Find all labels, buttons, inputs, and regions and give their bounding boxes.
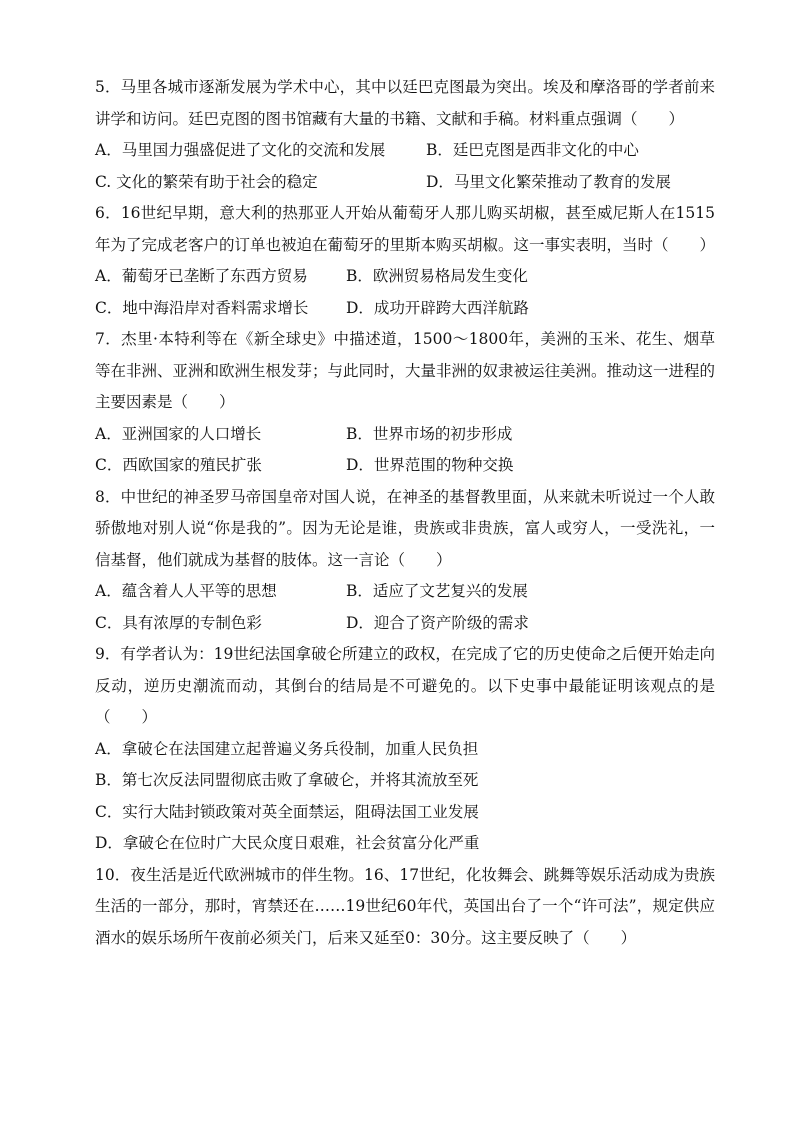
options-row [95, 293, 715, 325]
question-stem: 7．杰里·本特利等在《新全球史》中描述道，1500～1800年，美洲的玉米、花生、烟草等在非洲、亚洲和欧洲生根发芽；与此同时，大量非洲的奴隶被运往美洲。推动这一进程的主要因素是（ ） [95, 330, 716, 411]
options-row [95, 450, 715, 482]
option-b[interactable]: B．欧洲贸易格局发生变化 [346, 267, 528, 285]
option-a[interactable]: A．马里国力强盛促进了文化的交流和发展 [95, 141, 386, 159]
question-stem: 8．中世纪的神圣罗马帝国皇帝对国人说，在神圣的基督教里面，从来就未听说过一个人敢骄傲地对别人说“你是我的”。因为无论是谁，贵族或非贵族，富人或穷人，一受洗礼，一信基督，他们就成为基督的肢体。这一言论（ ） [95, 487, 715, 569]
option-a[interactable]: A．蕴含着人人平等的思想 [95, 582, 277, 600]
options-row [95, 608, 715, 640]
option-c[interactable]: C．具有浓厚的专制色彩 [95, 613, 262, 632]
option-b[interactable]: B．世界市场的初步形成 [346, 424, 513, 443]
options-row [95, 261, 715, 293]
question-8 [95, 482, 715, 640]
option-d[interactable]: D．世界范围的物种交换 [346, 456, 514, 474]
option-b[interactable]: B．廷巴克图是西非文化的中心 [426, 141, 639, 159]
question-9 [95, 639, 715, 860]
question-stem: 10．夜生活是近代欧洲城市的伴生物。16、17世纪，化妆舞会、跳舞等娱乐活动成为贵族生活的一部分，那时，宵禁还在……19世纪60年代，英国出台了一个“许可法”，规定供应酒水的娱乐场所午夜前必须关门，后来又延至0：30分。这主要反映了（ ） [95, 865, 715, 947]
option-a[interactable]: A．葡萄牙已垄断了东西方贸易 [95, 267, 308, 285]
question-10 [95, 860, 715, 955]
options-row [95, 135, 715, 167]
option-a[interactable]: A．亚洲国家的人口增长 [95, 424, 262, 443]
option-d[interactable]: D．马里文化繁荣推动了教育的发展 [426, 172, 671, 191]
question-7 [95, 324, 715, 482]
option-d[interactable]: D．成功开辟跨大西洋航路 [346, 298, 529, 317]
question-stem: 5．马里各城市逐渐发展为学术中心，其中以廷巴克图最为突出。埃及和摩洛哥的学者前来讲学和访问。廷巴克图的图书馆藏有大量的书籍、文献和手稿。材料重点强调（ ） [95, 78, 715, 128]
options-row [95, 167, 715, 199]
option-b[interactable]: B．适应了文艺复兴的发展 [346, 582, 528, 600]
option-c[interactable]: C．地中海沿岸对香料需求增长 [95, 298, 309, 317]
exam-page [95, 72, 715, 954]
options-row [95, 576, 715, 608]
question-stem: 6．16世纪早期，意大利的热那亚人开始从葡萄牙人那儿购买胡椒，甚至威尼斯人在1515年为了完成老客户的订单也被迫在葡萄牙的里斯本购买胡椒。这一事实表明，当时（ ） [95, 204, 716, 254]
option-c[interactable]: C．实行大陆封锁政策对英全面禁运，阻碍法国工业发展 [95, 802, 479, 821]
options-row [95, 419, 715, 451]
option-a[interactable]: A．拿破仑在法国建立起普遍义务兵役制，加重人民负担 [95, 739, 479, 758]
option-c[interactable]: C. 文化的繁荣有助于社会的稳定 [95, 172, 318, 191]
question-5 [95, 72, 715, 198]
option-c[interactable]: C．西欧国家的殖民扩张 [95, 456, 262, 474]
question-stem: 9．有学者认为：19世纪法国拿破仑所建立的政权，在完成了它的历史使命之后便开始走向反动，逆历史潮流而动，其倒台的结局是不可避免的。以下史事中最能证明该观点的是（ ） [95, 645, 715, 726]
option-d[interactable]: D．拿破仑在位时广大民众度日艰难，社会贫富分化严重 [95, 834, 480, 852]
question-6 [95, 198, 715, 324]
option-b[interactable]: B．第七次反法同盟彻底击败了拿破仑，并将其流放至死 [95, 771, 479, 789]
option-d[interactable]: D．迎合了资产阶级的需求 [346, 613, 529, 632]
